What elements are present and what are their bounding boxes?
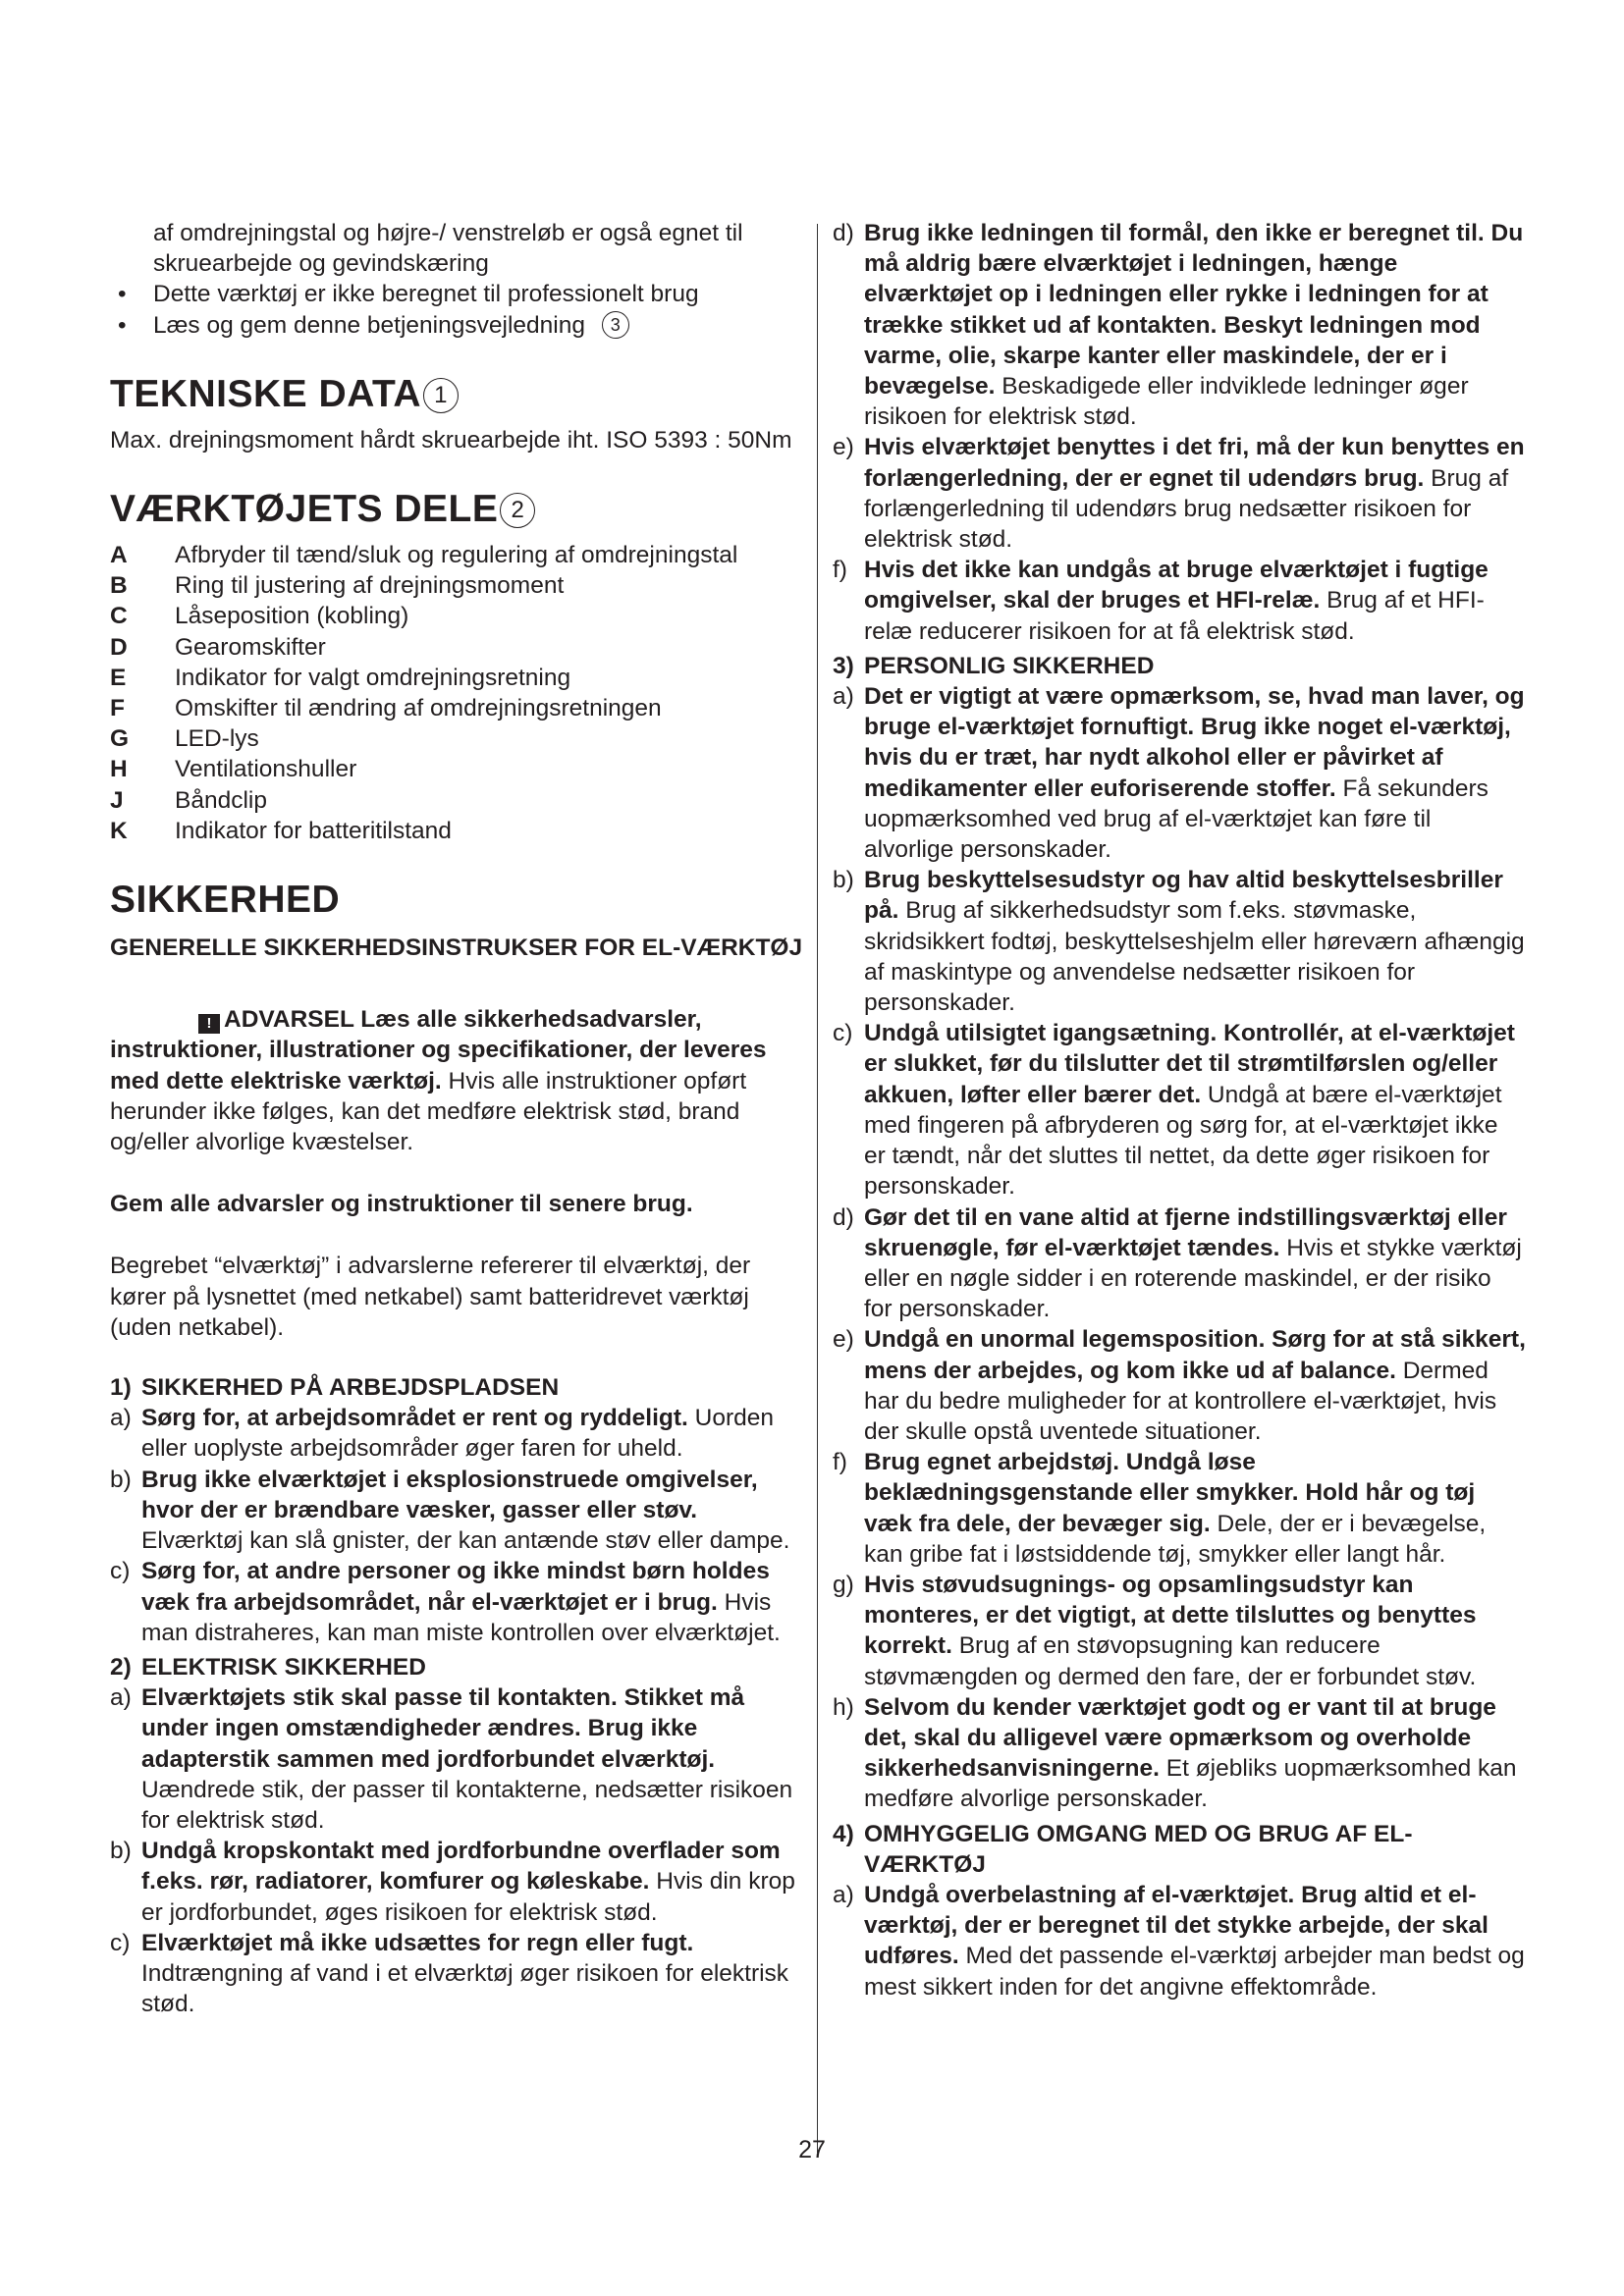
safety-item: d) Brug ikke ledningen til formål, den ikke er beregnet til. Du må aldrig bære elværktøjet i ledningen, hænge elværktøjet op i ledningen eller rykke i ledningen for at trække stikket ud af kontakten. Beskyt ledningen mod varme, olie, skarpe kanter eller maskindele, der er i bevægelse. Beskadigede eller indviklede ledninger øger risikoen for elektrisk stød. (833, 220, 1524, 431)
heading-sikkerhed: SIKKERHED (110, 879, 341, 922)
safety-item: h) Selvom du kender værktøjet godt og er vant til at bruge det, skal du alligevel være opmærksom og overholde sikkerhedsanvisningerne. Et øjebliks uopmærksomhed kan medføre alvorlige personskader. (833, 1693, 1517, 1813)
part-item: J Båndclip (110, 786, 267, 814)
heading-general-safety: GENERELLE SIKKERHEDSINSTRUKSER FOR EL-VÆRKTØJ (110, 934, 803, 962)
section-heading: 4) OMHYGGELIG OMGANG MED OG BRUG AF EL-VÆRKTØJ (833, 1820, 1413, 1878)
warning-paragraph: ! ADVARSEL Læs alle sikkerhedsadvarsler, instruktioner, illustrationer og specifikationer, der leveres med dette elektriske værktøj. Hvis alle instruktioner opført herunder ikke følges, kan det medføre elektrisk stød, brand og/eller alvorlige kvæstelser. (110, 1006, 767, 1156)
safety-item: b) Undgå kropskontakt med jordforbundne overflader som f.eks. rør, radiatorer, komfurer og køleskabe. Hvis din krop er jordforbundet, øges risikoen for elektrisk stød. (110, 1838, 795, 1926)
right-column (833, 218, 1526, 2002)
column-divider (817, 224, 818, 2153)
circled-number-2: 2 (500, 493, 535, 528)
left-column (110, 218, 803, 2019)
section-heading: 2) ELEKTRISK SIKKERHED (110, 1653, 426, 1681)
page-number: 27 (798, 2136, 826, 2163)
safety-item: e) Hvis elværktøjet benyttes i det fri, må der kun benyttes en forlængerledning, der er egnet til udendørs brug. Brug af forlængerledning til udendørs brug nedsætter risikoen for elektrisk stød. (833, 434, 1525, 554)
safety-item: b) Brug beskyttelsesudstyr og hav altid beskyttelsesbriller på. Brug af sikkerhedsudstyr som f.eks. støvmaske, skridsikkert fodtøj, beskyttelseshjelm eller høreværn afhængig af maskintype og anvendelse nedsætter risikoen for personskader. (833, 867, 1525, 1017)
part-item: K Indikator for batteritilstand (110, 817, 452, 844)
section-heading: 1) SIKKERHED PÅ ARBEJDSPLADSEN (110, 1374, 560, 1402)
safety-item: a) Undgå overbelastning af el-værktøjet. Brug altid et el-værktøj, der er beregnet til det stykke arbejde, der skal udføres. Med det passende el-værktøj arbejder man bedst og mest sikkert inden for det angivne effektområde. (833, 1881, 1525, 2001)
safety-item: a) Det er vigtigt at være opmærksom, se, hvad man laver, og bruge el-værktøjet fornuftigt. Brug ikke noget el-værktøj, hvis du er træt, har nydt alkohol eller er påvirket af medikamenter eller euforiserende stoffer. Få sekunders uopmærksomhed ved brug af el-værktøjet kan føre til alvorlige personskader. (833, 683, 1525, 864)
part-item: F Omskifter til ændring af omdrejningsretningen (110, 695, 662, 722)
part-item: B Ring til justering af drejningsmoment (110, 572, 565, 600)
term-definition: Begrebet “elværktøj” i advarslerne refererer til elværktøj, der kører på lysnettet (med netkabel) samt batteridrevet værktøj (uden netkabel). (110, 1253, 751, 1341)
part-item: D Gearomskifter (110, 633, 326, 661)
part-item: C Låseposition (kobling) (110, 603, 409, 630)
tech-data-text: Max. drejningsmoment hårdt skruearbejde iht. ISO 5393 : 50Nm (110, 426, 792, 454)
part-item: E Indikator for valgt omdrejningsretning (110, 664, 571, 691)
circled-number-3: 3 (602, 311, 629, 339)
safety-item: c) Sørg for, at andre personer og ikke mindst børn holdes væk fra arbejdsområdet, når el-værktøjet er i brug. Hvis man distraheres, kan man miste kontrollen over elværktøjet. (110, 1558, 781, 1646)
bullet-item: • Dette værktøj er ikke beregnet til professionelt brug (110, 279, 803, 309)
safety-item: f) Brug egnet arbejdstøj. Undgå løse beklædningsgenstande eller smykker. Hold hår og tøj væk fra dele, der bevæger sig. Dele, der er i bevægelse, kan gribe fat i løstsiddende tøj, smykker eller langt hår. (833, 1449, 1487, 1568)
bullet-item: • Læs og gem denne betjeningsvejledning 3 (110, 310, 803, 341)
heading-vaerktoejets-dele: VÆRKTØJETS DELE 2 (110, 487, 803, 532)
heading-tekniske-data: TEKNISKE DATA 1 (110, 372, 803, 417)
circled-number-1: 1 (423, 378, 459, 413)
part-item: A Afbryder til tænd/sluk og regulering af omdrejningstal (110, 542, 738, 569)
section-heading: 3) PERSONLIG SIKKERHED (833, 652, 1155, 679)
safety-item: d) Gør det til en vane altid at fjerne indstillingsværktøj eller skruenøgle, før el-værktøjet tændes. Hvis et stykke værktøj eller en nøgle sidder i en roterende maskindel, er der risiko for personskader. (833, 1203, 1522, 1323)
safety-item: f) Hvis det ikke kan undgås at bruge elværktøjet i fugtige omgivelser, skal der bruges et HFI-relæ. Brug af et HFI-relæ reducerer risikoen for at få elektrisk stød. (833, 557, 1489, 645)
safety-item: a) Elværktøjets stik skal passe til kontakten. Stikket må under ingen omstændigheder ændres. Brug ikke adapterstik sammen med jordforbundet elværktøj. Uændrede stik, der passer til kontakterne, nedsætter risikoen for elektrisk stød. (110, 1684, 793, 1834)
keep-instructions: Gem alle advarsler og instruktioner til senere brug. (110, 1191, 693, 1218)
parts-list (110, 540, 803, 846)
intro-continuation: af omdrejningstal og højre-/ venstreløb er også egnet til skruearbejde og gevindskæring (153, 220, 743, 278)
safety-item: g) Hvis støvudsugnings- og opsamlingsudstyr kan monteres, er det vigtigt, at dette tilsluttes og benyttes korrekt. Brug af en støvopsugning kan reducere støvmængden og dermed den fare, der er forbundet støv. (833, 1571, 1477, 1690)
safety-item: a) Sørg for, at arbejdsområdet er rent og ryddeligt. Uorden eller uoplyste arbejdsområder øger faren for uheld. (110, 1405, 774, 1463)
part-item: H Ventilationshuller (110, 756, 357, 783)
safety-item: b) Brug ikke elværktøjet i eksplosionstruede omgivelser, hvor der er brændbare væsker, gasser eller støv. Elværktøj kan slå gnister, der kan antænde støv eller dampe. (110, 1466, 790, 1555)
warning-triangle-icon: ! (198, 1014, 220, 1034)
safety-item: c) Elværktøjet må ikke udsættes for regn eller fugt. Indtrængning af vand i et elværktøj øger risikoen for elektrisk stød. (110, 1929, 789, 2018)
safety-item: c) Undgå utilsigtet igangsætning. Kontrollér, at el-værktøjet er slukket, før du tilslutter det til strømtilførslen og/eller akkuen, løfter eller bærer det. Undgå at bære el-værktøjet med fingeren på afbryderen og sørg for, at el-værktøjet ikke er tændt, når det sluttes til nettet, da dette øger risikoen for personskader. (833, 1020, 1515, 1201)
part-item: G LED-lys (110, 725, 259, 753)
safety-item: e) Undgå en unormal legemsposition. Sørg for at stå sikkert, mens der arbejdes, og kom ikke ud af balance. Dermed har du bedre muligheder for at kontrollere el-værktøjet, hvis der skulle opstå uventede situationer. (833, 1326, 1526, 1445)
